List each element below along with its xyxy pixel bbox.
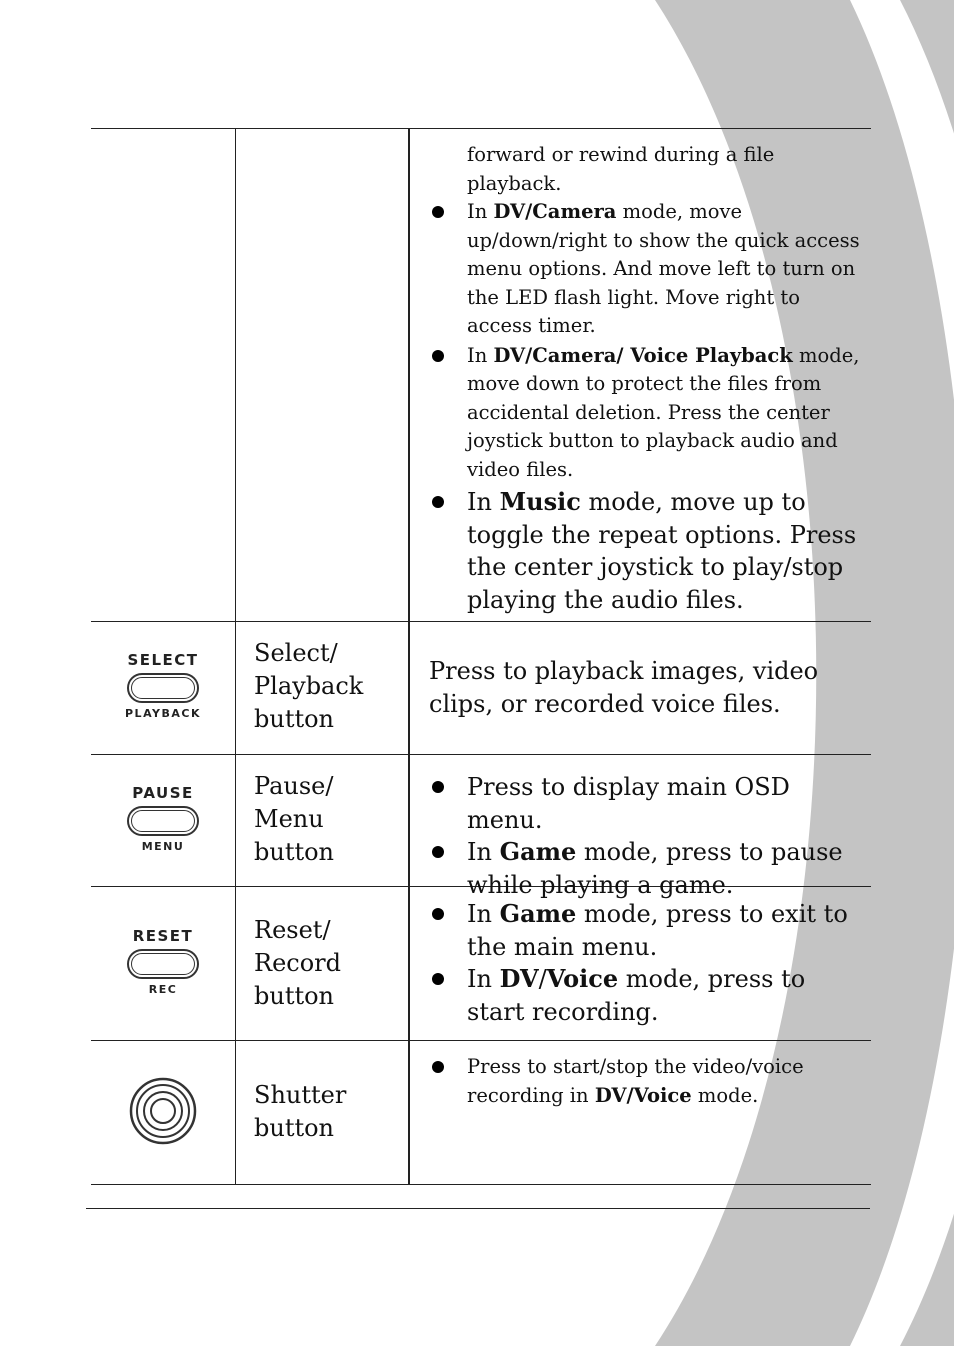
pause-menu-description: [429, 771, 869, 901]
shutter-icon: [128, 1076, 198, 1146]
list-item: In Game mode, press to exit to the main menu.: [429, 898, 869, 963]
footer-rule: [86, 1208, 870, 1209]
table-rule: [91, 621, 871, 622]
pause-menu-icon: PAUSE MENU: [115, 784, 211, 853]
list-item: Press to start/stop the video/voice recording in DV/Voice mode.: [429, 1053, 869, 1110]
button-shape: [127, 673, 199, 703]
bullet-icon: [432, 496, 444, 508]
table-rule: [91, 128, 871, 129]
bullet-icon: [432, 973, 444, 985]
bullet-icon: [432, 1061, 444, 1073]
list-item: In DV/Voice mode, press to start recording.: [429, 963, 869, 1028]
joystick-description: [429, 141, 869, 616]
list-item: forward or rewind during a file playback.: [467, 143, 775, 195]
list-item: In DV/Camera/ Voice Playback mode, move down to protect the files from accidental deletion. Press the center joystick button to playback audio and video files.: [429, 342, 869, 485]
bullet-icon: [432, 908, 444, 920]
pause-menu-name: Pause/ Menu button: [254, 772, 335, 866]
button-shape: [127, 949, 199, 979]
table-rule: [91, 754, 871, 755]
column-divider: [408, 128, 410, 1185]
shutter-description: [429, 1053, 869, 1110]
list-item: In DV/Camera mode, move up/down/right to show the quick access menu options. And move left to turn on the LED flash light. Move right to access timer.: [429, 198, 869, 341]
bullet-icon: [432, 846, 444, 858]
column-divider: [235, 128, 236, 1185]
bullet-icon: [432, 350, 444, 362]
button-shape: [127, 806, 199, 836]
list-item: Press to display main OSD menu.: [429, 771, 869, 836]
select-playback-icon: SELECT PLAYBACK: [125, 651, 201, 720]
bullet-icon: [432, 781, 444, 793]
list-item: In Game mode, press to pause while playing a game.: [429, 836, 869, 901]
list-item: In Music mode, move up to toggle the repeat options. Press the center joystick to play/stop playing the audio files.: [429, 486, 869, 616]
bullet-icon: [432, 206, 444, 218]
table-rule: [91, 1184, 871, 1185]
table-rule: [91, 1040, 871, 1041]
shutter-name: Shutter button: [254, 1081, 347, 1142]
reset-record-name: Reset/ Record button: [254, 916, 341, 1010]
button-table: [91, 128, 871, 1185]
select-playback-description: Press to playback images, video clips, or recorded voice files.: [429, 657, 819, 718]
reset-record-icon: RESET REC: [115, 927, 211, 996]
reset-record-description: [429, 898, 869, 1028]
select-playback-name: Select/ Playback button: [254, 639, 364, 733]
